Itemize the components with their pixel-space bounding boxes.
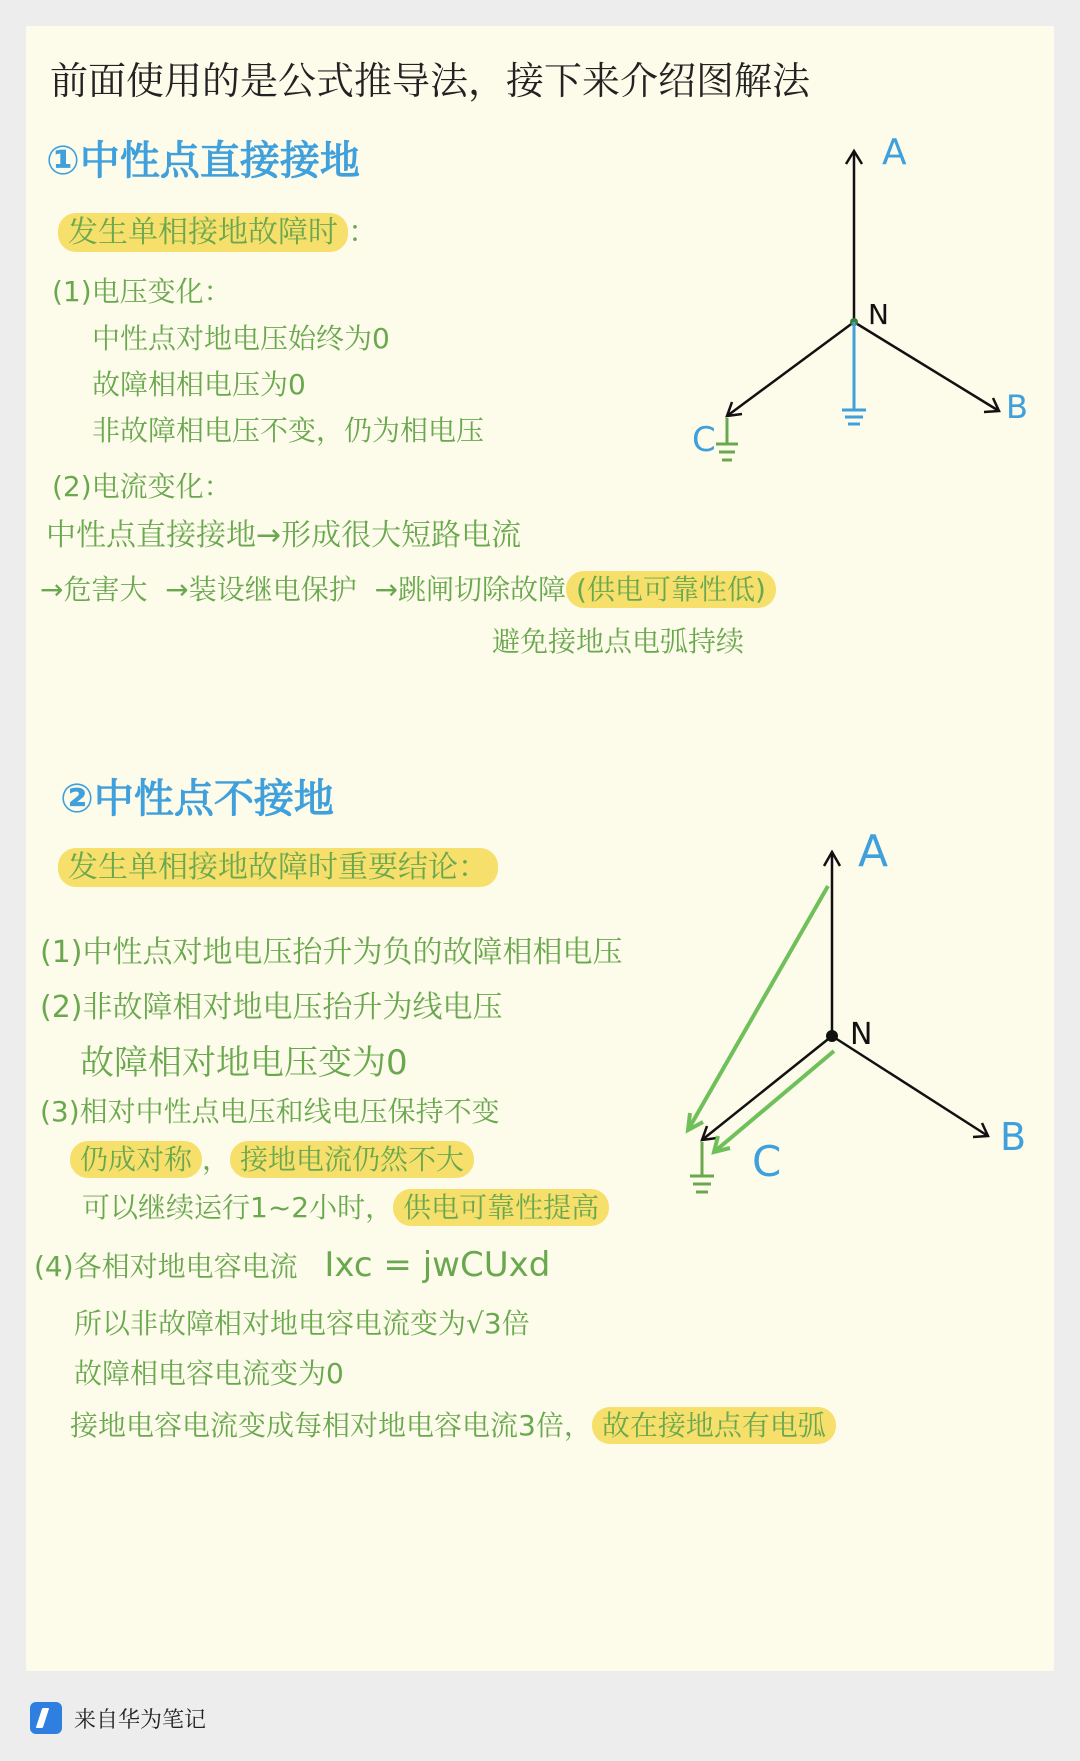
highlight-small-current: 接地电流仍然不大 bbox=[230, 1141, 474, 1178]
footer-source[interactable] bbox=[30, 1700, 206, 1736]
current-line: 中性点直接接地→形成很大短路电流 bbox=[46, 518, 522, 553]
highlight-symmetric: 仍成对称 bbox=[70, 1141, 202, 1178]
capacitance-formula: Ixc = jwCUxd bbox=[324, 1245, 551, 1285]
chain-item-3: →跳闸切除故障 bbox=[374, 573, 567, 606]
conclusion-line-4: (3)相对中性点电压和线电压保持不变 bbox=[40, 1095, 500, 1128]
symmetry-row: 仍成对称 ， 接地电流仍然不大 bbox=[70, 1144, 474, 1176]
section2-heading: ②中性点不接地 bbox=[60, 776, 334, 822]
capacitance-head: (4)各相对地电容电流 bbox=[34, 1250, 298, 1283]
diagram2-label-c: C bbox=[752, 1137, 782, 1186]
phasor2-c-line bbox=[702, 1036, 832, 1140]
note-title: 前面使用的是公式推导法，接下来介绍图解法 bbox=[50, 59, 811, 103]
diagram2-label-b: B bbox=[1000, 1115, 1027, 1159]
capacitance-line-2: 故障相电容电流变为0 bbox=[74, 1357, 344, 1390]
current-head: (2)电流变化： bbox=[52, 470, 232, 503]
voltage-line-1: 中性点对地电压始终为0 bbox=[92, 322, 390, 355]
conclusion-line-2: (2)非故障相对地电压抬升为线电压 bbox=[40, 990, 503, 1025]
note-page bbox=[26, 26, 1054, 1671]
diagram1-label-c: C bbox=[692, 420, 716, 460]
voltage-head: (1)电压变化： bbox=[52, 275, 232, 308]
highlight-reliability: 供电可靠性提高 bbox=[393, 1189, 609, 1226]
capacitance-line-1: 所以非故障相对地电容电流变为√3倍 bbox=[74, 1307, 530, 1340]
diagram1-label-n: N bbox=[868, 298, 889, 331]
huawei-notes-icon bbox=[30, 1702, 62, 1734]
neutral-point-2 bbox=[826, 1030, 838, 1042]
section2-conclusion-tag: 发生单相接地故障时重要结论： bbox=[58, 848, 498, 887]
section1-colon: ： bbox=[348, 215, 378, 250]
diagram1-label-b: B bbox=[1006, 388, 1028, 426]
footer-text: 来自华为笔记 bbox=[74, 1707, 207, 1733]
highlight-arc: 故在接地点有电弧 bbox=[592, 1407, 836, 1444]
chain-item-1: →危害大 bbox=[40, 573, 148, 606]
capacitance-last: 接地电容电流变成每相对地电容电流3倍， bbox=[70, 1409, 592, 1442]
green-vector-line-voltage bbox=[688, 886, 828, 1130]
section1-heading: ①中性点直接接地 bbox=[46, 138, 360, 184]
conclusion-line-3: 故障相对地电压变为0 bbox=[80, 1043, 408, 1083]
diagram1-label-a: A bbox=[882, 132, 907, 173]
run-line: 可以继续运行1~2小时， bbox=[82, 1191, 394, 1224]
phasor-diagram-ungrounded bbox=[26, 26, 1054, 1671]
diagram2-label-a: A bbox=[858, 826, 889, 877]
chain-item-2: →装设继电保护 bbox=[165, 573, 357, 606]
conclusion-line-1: (1)中性点对地电压抬升为负的故障相相电压 bbox=[40, 935, 623, 970]
chain-highlight: (供电可靠性低) bbox=[566, 571, 776, 608]
voltage-line-3: 非故障相电压不变，仍为相电压 bbox=[92, 414, 485, 447]
section1-fault-tag: 发生单相接地故障时 bbox=[58, 213, 348, 252]
voltage-line-2: 故障相相电压为0 bbox=[92, 368, 306, 401]
diagram2-label-n: N bbox=[850, 1017, 873, 1052]
chain-line-2: 避免接地点电弧持续 bbox=[492, 625, 745, 658]
